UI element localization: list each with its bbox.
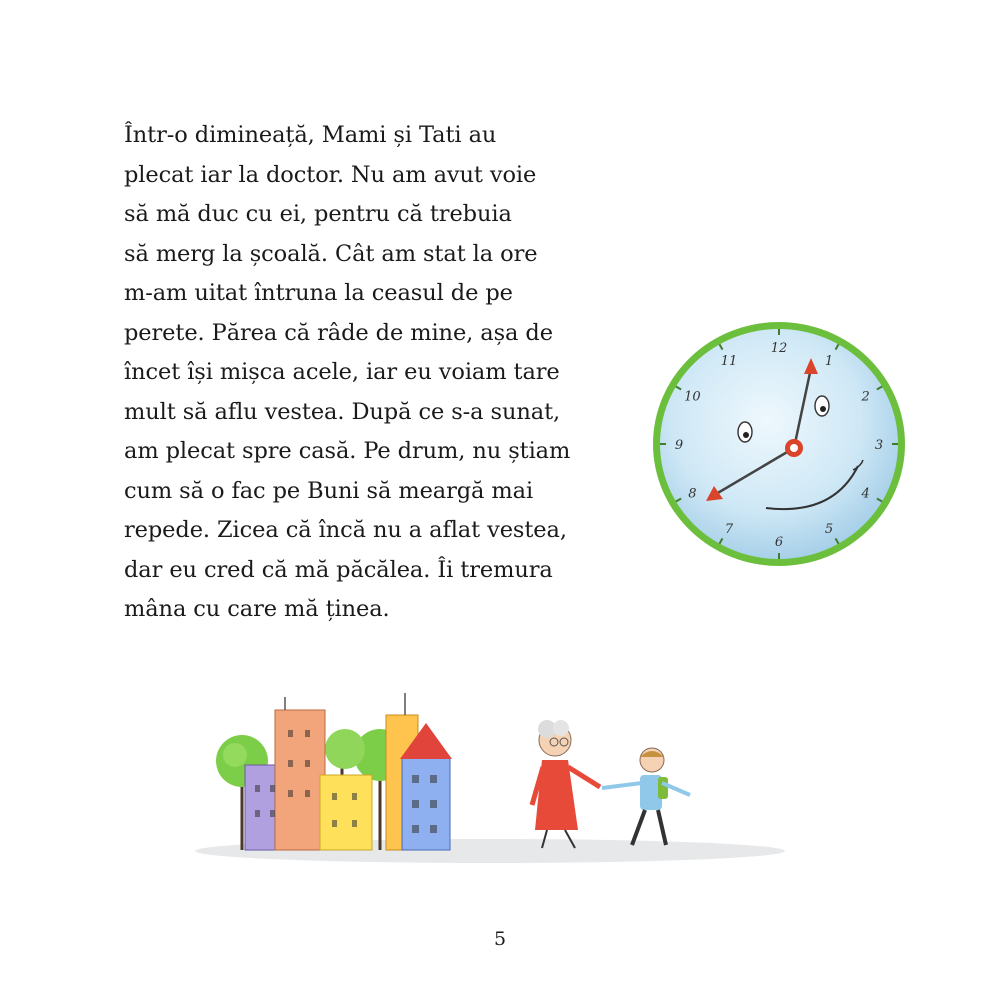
story-line: cum să o fac pe Buni să meargă mai bbox=[124, 477, 534, 504]
clock-illustration bbox=[648, 316, 910, 572]
buildings-icon bbox=[190, 685, 790, 885]
story-line: perete. Părea că râde de mine, așa de bbox=[124, 319, 553, 346]
story-text bbox=[124, 116, 594, 630]
clock-numeral: 11 bbox=[720, 353, 738, 369]
clock-eye-left bbox=[738, 422, 752, 442]
boy-icon bbox=[602, 748, 690, 845]
story-line: am plecat spre casă. Pe drum, nu știam bbox=[124, 438, 571, 464]
story-line: Într-o dimineață, Mami și Tati au bbox=[124, 122, 497, 148]
story-line: încet își mișca acele, iar eu voiam tare bbox=[124, 359, 560, 385]
clock-face bbox=[660, 329, 898, 559]
clock-numeral: 8 bbox=[688, 486, 697, 502]
grandmother-icon bbox=[532, 720, 600, 848]
clock-numeral: 5 bbox=[824, 522, 834, 538]
story-line: mult să aflu vestea. După ce s-a sunat, bbox=[124, 398, 561, 425]
clock-numeral: 9 bbox=[674, 438, 684, 453]
clock-icon bbox=[648, 316, 910, 572]
clock-numeral: 7 bbox=[724, 522, 734, 538]
story-line: dar eu cred că mă păcălea. Îi tremura bbox=[124, 556, 553, 583]
building-orange bbox=[275, 710, 325, 850]
page-number: 5 bbox=[493, 928, 507, 950]
story-line: să mă duc cu ei, pentru că trebuia bbox=[124, 201, 512, 227]
clock-numeral: 6 bbox=[774, 535, 784, 550]
clock-numeral: 12 bbox=[770, 341, 788, 356]
story-line: m-am uitat întruna la ceasul de pe bbox=[124, 280, 513, 306]
town-illustration bbox=[190, 685, 790, 885]
clock-numeral: 1 bbox=[824, 353, 834, 369]
story-line: să merg la școală. Cât am stat la ore bbox=[124, 240, 538, 267]
story-line: repede. Zicea că încă nu a aflat vestea, bbox=[124, 517, 567, 543]
clock-numeral: 2 bbox=[861, 389, 870, 405]
clock-numeral: 10 bbox=[684, 389, 701, 405]
building-yellow bbox=[320, 775, 372, 850]
clock-eye-right bbox=[815, 396, 829, 416]
building-blue bbox=[402, 757, 450, 850]
clock-numeral: 3 bbox=[874, 438, 884, 453]
story-line: plecat iar la doctor. Nu am avut voie bbox=[124, 161, 537, 188]
story-line: mâna cu care mă ținea. bbox=[124, 596, 390, 622]
clock-numeral: 4 bbox=[861, 486, 870, 502]
